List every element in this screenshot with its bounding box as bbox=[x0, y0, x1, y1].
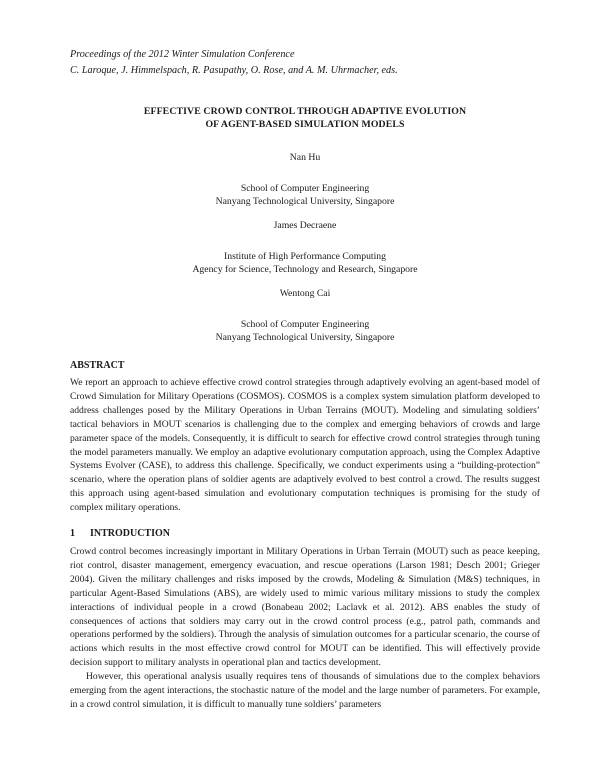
author-name: Nan Hu bbox=[289, 152, 321, 163]
author-affiliation: Nanyang Technological University, Singapore bbox=[215, 196, 395, 207]
title-line-2: OF AGENT-BASED SIMULATION MODELS bbox=[205, 119, 405, 130]
author-block bbox=[70, 287, 540, 345]
abstract-text: We report an approach to achieve effective crowd control strategies through adaptively evolving an agent-based model of Crowd Simulation for Military Operations (COSMOS). COSMOS is a complex system simulation platform developed to address challenges posed by the Military Operations in Urban Terrains (MOUT). Modeling and simulating soldiers’ tactical behaviors in MOUT scenarios is challenging due to the complex and emerging behaviors of crowds and large parameter space of the models. Consequently, it is difficult to search for effective crowd control strategies through tuning the model parameters manually. We employ an adaptive evolutionary computation approach, using the Complex Adaptive Systems Evolver (CASE), to address this challenge. Specifically, we conduct experiments using a “building-protection” scenario, where the operation plans of soldier agents are adaptively evolved to best control a crowd. The results suggest this approach using agent-based simulation and evolutionary computation techniques is promising for the study of complex military operations. bbox=[70, 377, 540, 514]
author-affiliation: School of Computer Engineering bbox=[240, 318, 370, 330]
intro-paragraph-1: Crowd control becomes increasingly important in Military Operations in Urban Terrain (MOUT) such as peace keeping, riot control, disaster management, emergency evacuation, and rescue operations (Larson 1981; Desch 2001; Grieger 2004). Given the military challenges and risks imposed by the crowds, Modeling & Simulation (M&S) techniques, in particular Agent-Based Simulations (ABS), are widely used to mimic various military missions to study the complex interactions of individual people in a crowd (Bonabeau 2002; Laclavk et al. 2012). ABS enables the study of consequences of actions that soldiers may carry out in the crowd control process (e.g., patrol path, commands and operations performed by the soldiers). Through the analysis of simulation outcomes for a particular scenario, the course of actions which results in the most effective crowd control for MOUT can be identified. This will effectively provide decision support to military analysts in operational plan and tactics development. bbox=[70, 546, 540, 669]
paper-title bbox=[70, 105, 540, 131]
introduction-heading bbox=[70, 528, 170, 539]
proceedings-title: Proceedings of the 2012 Winter Simulation Conference bbox=[70, 49, 295, 60]
intro-paragraph-2: However, this operational analysis usually requires tens of thousands of simulations due to the complex behaviors emerging from the agent interactions, the stochastic nature of the model and the large number of parameters. For example, in a crowd control simulation, it is difficult to manually tune soldiers’ parameters bbox=[70, 671, 540, 710]
author-name: Wentong Cai bbox=[279, 288, 331, 299]
section-number: 1 bbox=[70, 528, 75, 539]
author-affiliation: School of Computer Engineering bbox=[240, 182, 370, 194]
abstract-body bbox=[70, 376, 540, 515]
proceedings-header bbox=[70, 47, 540, 79]
section-title: INTRODUCTION bbox=[90, 528, 171, 539]
title-line-1: EFFECTIVE CROWD CONTROL THROUGH ADAPTIVE EVOLUTION bbox=[143, 106, 467, 117]
abstract-heading: ABSTRACT bbox=[70, 360, 125, 371]
author-affiliation: Nanyang Technological University, Singapore bbox=[215, 332, 395, 343]
author-affiliation: Institute of High Performance Computing bbox=[224, 250, 386, 262]
author-name: James Decraene bbox=[273, 220, 337, 231]
proceedings-editors: C. Laroque, J. Himmelspach, R. Pasupathy, O. Rose, and A. M. Uhrmacher, eds. bbox=[70, 65, 398, 76]
author-block bbox=[70, 219, 540, 277]
author-block bbox=[70, 151, 540, 209]
introduction-body bbox=[70, 545, 540, 712]
author-affiliation: Agency for Science, Technology and Research, Singapore bbox=[192, 264, 418, 275]
